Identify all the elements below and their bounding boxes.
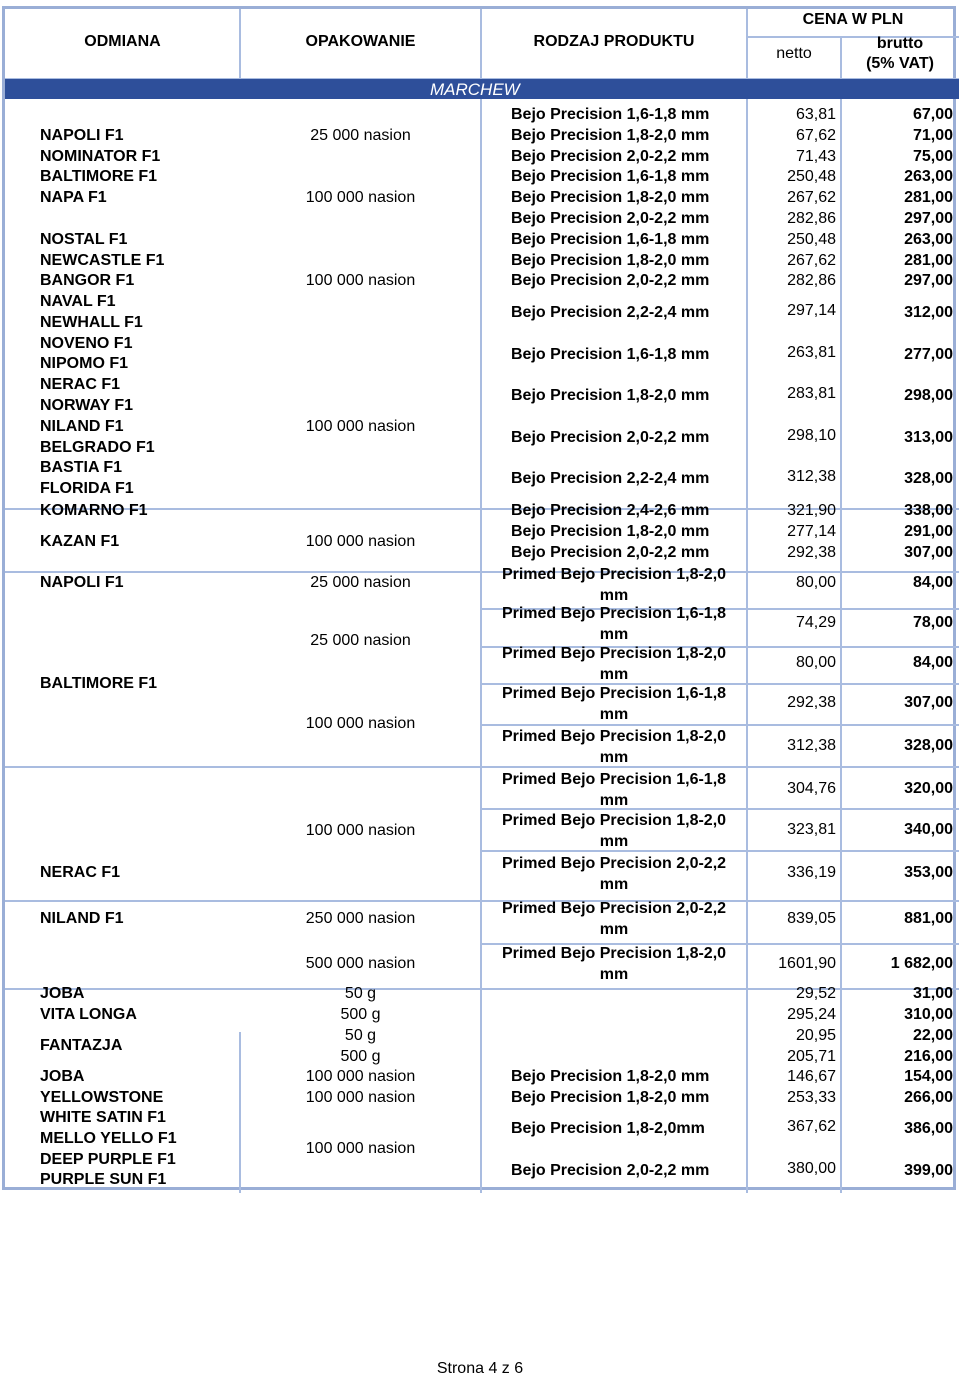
product-cell: Bejo Precision 2,0-2,2 mm — [511, 210, 710, 227]
variety-cell: BANGOR F1 — [40, 272, 135, 290]
variety-cell: KOMARNO F1 — [40, 502, 148, 519]
product-cell: Bejo Precision 1,8-2,0 mm — [511, 1089, 710, 1106]
product-cell: Bejo Precision 1,8-2,0 mm — [511, 189, 710, 207]
product-cell: Primed Bejo Precision 1,6-1,8 mm — [501, 771, 727, 809]
product-cell: Primed Bejo Precision 1,8-2,0 mm — [501, 728, 727, 766]
gross-price-cell: 266,00 — [904, 1089, 953, 1106]
product-cell: Bejo Precision 1,8-2,0 mm — [511, 1068, 710, 1085]
product-cell: Primed Bejo Precision 2,0-2,2 mm — [501, 855, 727, 893]
gross-price-cell: 281,00 — [904, 189, 953, 207]
variety-cell: NAPOLI F1 — [40, 126, 124, 144]
net-price-cell: 74,29 — [795, 614, 836, 631]
header-gross: brutto — [876, 35, 924, 52]
product-cell: Bejo Precision 2,0-2,2 mm — [511, 1162, 710, 1179]
gross-price-cell: 399,00 — [904, 1162, 953, 1179]
gross-price-cell: 328,00 — [904, 737, 953, 754]
product-cell: Bejo Precision 1,8-2,0 mm — [511, 387, 710, 405]
gross-price-cell: 320,00 — [904, 780, 953, 797]
gross-price-cell: 307,00 — [904, 544, 953, 561]
product-cell: Bejo Precision 1,6-1,8 mm — [511, 230, 710, 248]
variety-cell: NAPOLI F1 — [40, 574, 124, 591]
variety-cell: FANTAZJA — [40, 1037, 123, 1054]
net-price-cell: 297,14 — [787, 302, 836, 319]
net-price-cell: 283,81 — [787, 385, 836, 403]
gross-price-cell: 84,00 — [912, 654, 953, 671]
variety-cell: NEWCASTLE F1 — [40, 251, 165, 269]
section-title: MARCHEW — [430, 80, 520, 99]
variety-cell: NAPA F1 — [40, 189, 107, 207]
net-price-cell: 146,67 — [787, 1068, 836, 1085]
net-price-cell: 292,38 — [787, 544, 836, 561]
packaging-cell: 25 000 nasion — [310, 574, 411, 591]
net-price-cell: 67,62 — [795, 126, 836, 144]
net-price-cell: 1601,90 — [778, 955, 836, 972]
product-cell: Bejo Precision 2,2-2,4 mm — [511, 470, 710, 488]
variety-cell: BALTIMORE F1 — [40, 168, 158, 186]
product-cell: Bejo Precision 2,0-2,2 mm — [511, 147, 710, 165]
product-cell: Bejo Precision 1,8-2,0mm — [511, 1120, 705, 1137]
variety-cell: DEEP PURPLE F1 — [40, 1150, 176, 1168]
variety-cell: NEWHALL F1 — [40, 313, 143, 331]
gross-price-cell: 340,00 — [904, 821, 953, 838]
gross-price-cell: 216,00 — [904, 1048, 953, 1065]
gross-price-cell: 277,00 — [904, 345, 953, 363]
packaging-cell: 50 g — [344, 985, 377, 1002]
gross-price-cell: 328,00 — [904, 470, 953, 488]
gross-price-cell: 338,00 — [904, 502, 953, 519]
net-price-cell: 312,38 — [787, 468, 836, 486]
net-price-cell: 380,00 — [787, 1160, 836, 1177]
page-footer: Strona 4 z 6 — [436, 1360, 524, 1377]
header-product-type: RODZAJ PRODUKTU — [533, 33, 695, 50]
net-price-cell: 253,33 — [787, 1089, 836, 1106]
gross-price-cell: 1 682,00 — [890, 955, 953, 972]
header-gross-vat: (5% VAT) — [866, 55, 934, 72]
net-price-cell: 71,43 — [795, 147, 836, 165]
packaging-cell: 25 000 nasion — [310, 632, 411, 649]
packaging-cell: 50 g — [344, 1027, 377, 1044]
net-price-cell: 20,95 — [795, 1027, 836, 1044]
net-price-cell: 277,14 — [787, 523, 836, 540]
header-packaging: OPAKOWANIE — [305, 33, 416, 50]
packaging-cell: 100 000 nasion — [305, 822, 416, 839]
gross-price-cell: 297,00 — [904, 272, 953, 290]
net-price-cell: 295,24 — [787, 1006, 836, 1023]
packaging-cell: 100 000 nasion — [305, 189, 416, 207]
gross-price-cell: 71,00 — [912, 126, 953, 144]
net-price-cell: 250,48 — [787, 168, 836, 186]
net-price-cell: 312,38 — [787, 737, 836, 754]
net-price-cell: 367,62 — [787, 1118, 836, 1135]
product-cell: Bejo Precision 1,6-1,8 mm — [511, 106, 710, 123]
gross-price-cell: 78,00 — [912, 614, 953, 631]
variety-cell: NOMINATOR F1 — [40, 147, 161, 165]
product-cell: Primed Bejo Precision 1,8-2,0 mm — [501, 945, 727, 983]
variety-cell: BALTIMORE F1 — [40, 675, 158, 692]
product-cell: Primed Bejo Precision 1,8-2,0 mm — [501, 566, 727, 604]
packaging-cell: 100 000 nasion — [305, 715, 416, 732]
gross-price-cell: 297,00 — [904, 210, 953, 227]
packaging-cell: 100 000 nasion — [305, 1140, 416, 1157]
net-price-cell: 80,00 — [795, 574, 836, 591]
product-cell: Bejo Precision 2,4-2,6 mm — [511, 502, 710, 519]
packaging-cell: 100 000 nasion — [305, 1089, 416, 1106]
variety-cell: NILAND F1 — [40, 417, 124, 435]
gross-price-cell: 84,00 — [912, 574, 953, 591]
price-table — [2, 6, 956, 1190]
gross-price-cell: 22,00 — [912, 1027, 953, 1044]
gross-price-cell: 881,00 — [904, 910, 953, 927]
variety-cell: NAVAL F1 — [40, 293, 116, 310]
variety-cell: PURPLE SUN F1 — [40, 1171, 167, 1189]
net-price-cell: 321,90 — [787, 502, 836, 519]
packaging-cell: 500 g — [340, 1048, 381, 1065]
packaging-cell: 100 000 nasion — [305, 418, 416, 435]
variety-cell: NORWAY F1 — [40, 397, 134, 414]
net-price-cell: 282,86 — [787, 210, 836, 227]
net-price-cell: 63,81 — [795, 106, 836, 123]
product-cell: Primed Bejo Precision 1,8-2,0 mm — [501, 812, 727, 850]
net-price-cell: 323,81 — [787, 821, 836, 838]
header-price-group: CENA W PLN — [802, 11, 904, 28]
net-price-cell: 267,62 — [787, 189, 836, 207]
product-cell: Bejo Precision 2,0-2,2 mm — [511, 428, 710, 446]
net-price-cell: 263,81 — [787, 343, 836, 361]
gross-price-cell: 281,00 — [904, 251, 953, 269]
net-price-cell: 267,62 — [787, 251, 836, 269]
gross-price-cell: 310,00 — [904, 1006, 953, 1023]
gross-price-cell: 312,00 — [904, 304, 953, 321]
net-price-cell: 292,38 — [787, 694, 836, 711]
variety-cell: YELLOWSTONE — [40, 1089, 164, 1106]
product-cell: Bejo Precision 1,8-2,0 mm — [511, 523, 710, 540]
gross-price-cell: 263,00 — [904, 168, 953, 186]
packaging-cell: 100 000 nasion — [305, 272, 416, 290]
net-price-cell: 839,05 — [787, 910, 836, 927]
packaging-cell: 100 000 nasion — [305, 1068, 416, 1085]
net-price-cell: 298,10 — [787, 426, 836, 444]
variety-cell: NERAC F1 — [40, 376, 121, 394]
header-variety: ODMIANA — [84, 33, 161, 50]
gross-price-cell: 31,00 — [912, 985, 953, 1002]
product-cell: Bejo Precision 1,6-1,8 mm — [511, 345, 710, 363]
variety-cell: NIPOMO F1 — [40, 355, 129, 373]
net-price-cell: 304,76 — [787, 780, 836, 797]
net-price-cell: 29,52 — [795, 985, 836, 1002]
product-cell: Primed Bejo Precision 2,0-2,2 mm — [501, 900, 727, 938]
variety-cell: WHITE SATIN F1 — [40, 1109, 166, 1126]
variety-cell: VITA LONGA — [40, 1006, 137, 1023]
variety-cell: NOSTAL F1 — [40, 230, 128, 248]
product-cell: Bejo Precision 1,8-2,0 mm — [511, 251, 710, 269]
packaging-cell: 500 000 nasion — [305, 955, 416, 972]
product-cell: Bejo Precision 1,6-1,8 mm — [511, 168, 710, 186]
product-cell: Primed Bejo Precision 1,6-1,8 mm — [501, 605, 727, 643]
gross-price-cell: 263,00 — [904, 230, 953, 248]
gross-price-cell: 291,00 — [904, 523, 953, 540]
gross-price-cell: 386,00 — [904, 1120, 953, 1137]
gross-price-cell: 353,00 — [904, 864, 953, 881]
gross-price-cell: 154,00 — [904, 1068, 953, 1085]
net-price-cell: 336,19 — [787, 864, 836, 881]
variety-cell: NERAC F1 — [40, 864, 121, 881]
packaging-cell: 100 000 nasion — [305, 533, 416, 550]
variety-cell: KAZAN F1 — [40, 533, 120, 550]
net-price-cell: 282,86 — [787, 272, 836, 290]
variety-cell: NILAND F1 — [40, 910, 124, 927]
variety-cell: JOBA — [40, 985, 85, 1002]
gross-price-cell: 75,00 — [912, 147, 953, 165]
product-cell: Primed Bejo Precision 1,8-2,0 mm — [501, 645, 727, 683]
gross-price-cell: 298,00 — [904, 387, 953, 405]
variety-cell: BELGRADO F1 — [40, 438, 155, 456]
product-cell: Bejo Precision 2,0-2,2 mm — [511, 544, 710, 561]
gross-price-cell: 313,00 — [904, 428, 953, 446]
gross-price-cell: 67,00 — [912, 106, 953, 123]
packaging-cell: 25 000 nasion — [310, 126, 411, 144]
product-cell: Bejo Precision 2,2-2,4 mm — [511, 304, 710, 321]
variety-cell: JOBA — [40, 1068, 85, 1085]
product-cell: Bejo Precision 2,0-2,2 mm — [511, 272, 710, 290]
header-net: netto — [776, 45, 812, 62]
net-price-cell: 80,00 — [795, 654, 836, 671]
gross-price-cell: 307,00 — [904, 694, 953, 711]
packaging-cell: 500 g — [340, 1006, 381, 1023]
product-cell: Primed Bejo Precision 1,6-1,8 mm — [501, 685, 727, 723]
packaging-cell: 250 000 nasion — [305, 910, 416, 927]
variety-cell: NOVENO F1 — [40, 334, 133, 352]
variety-cell: BASTIA F1 — [40, 459, 123, 477]
net-price-cell: 250,48 — [787, 230, 836, 248]
net-price-cell: 205,71 — [787, 1048, 836, 1065]
variety-cell: MELLO YELLO F1 — [40, 1129, 177, 1147]
variety-cell: FLORIDA F1 — [40, 480, 134, 498]
product-cell: Bejo Precision 1,8-2,0 mm — [511, 126, 710, 144]
